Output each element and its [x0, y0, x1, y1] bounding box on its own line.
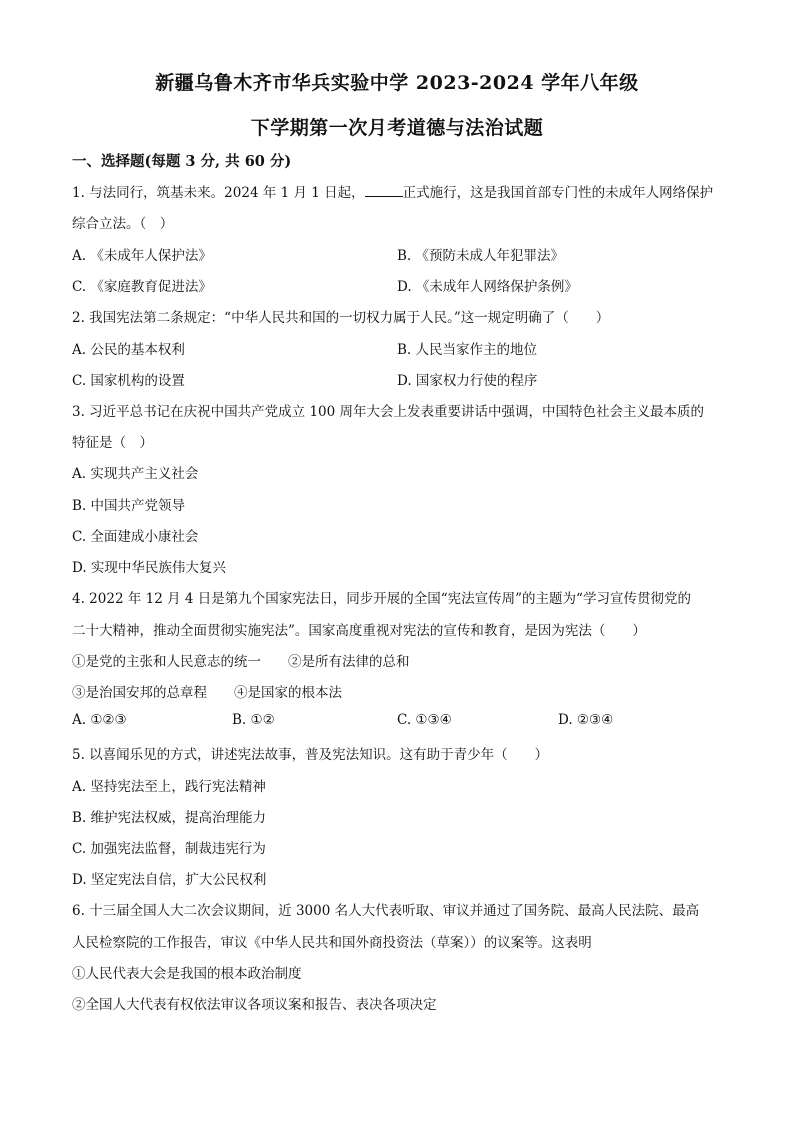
question-4-stem-line2: 二十大精神，推动全面贯彻实施宪法”。国家高度重视对宪法的宣传和教育，是因为宪法（ ） — [72, 623, 646, 639]
question-4-option-c: C. ①③④ — [397, 712, 452, 728]
question-1-stem-part1: 1. 与法同行，筑基未来。2024 年 1 月 1 日起， — [72, 185, 365, 201]
section-heading: 一、选择题(每题 3 分, 共 60 分) — [72, 153, 292, 170]
question-3-option-a: A. 实现共产主义社会 — [72, 466, 199, 482]
question-2-option-c: C. 国家机构的设置 — [72, 373, 185, 389]
question-3-option-c: C. 全面建成小康社会 — [72, 529, 199, 545]
question-1-stem-part2: 正式施行，这是我国首部专门性的未成年人网络保护 — [402, 185, 714, 201]
answer-blank — [365, 184, 403, 197]
question-3-option-d: D. 实现中华民族伟大复兴 — [72, 560, 226, 576]
question-5-option-a: A. 坚持宪法至上，践行宪法精神 — [72, 779, 266, 795]
exam-title-line1: 新疆乌鲁木齐市华兵实验中学 2023-2024 学年八年级 — [155, 72, 639, 94]
question-2-option-a: A. 公民的基本权利 — [72, 342, 185, 358]
question-2-option-b: B. 人民当家作主的地位 — [397, 342, 538, 358]
question-1-stem — [72, 181, 713, 201]
question-1-option-a: A. 《未成年人保护法》 — [72, 248, 212, 264]
question-4-option-b: B. ①② — [232, 712, 275, 728]
question-4-stem-line1: 4. 2022 年 12 月 4 日是第九个国家宪法日，同步开展的全国“宪法宣传周”的主题为“学习宣传贯彻党的 — [72, 591, 691, 607]
question-6-statement-1: ①人民代表大会是我国的根本政治制度 — [72, 966, 302, 982]
question-2-option-d: D. 国家权力行使的程序 — [397, 373, 538, 389]
question-3-option-b: B. 中国共产党领导 — [72, 498, 186, 514]
question-1-option-b: B. 《预防未成人年犯罪法》 — [397, 248, 565, 264]
question-4-statements-line2: ③是治国安邦的总章程 ④是国家的根本法 — [72, 685, 342, 701]
question-6-statement-2: ②全国人大代表有权依法审议各项议案和报告、表决各项决定 — [72, 997, 437, 1013]
question-1-option-c: C. 《家庭教育促进法》 — [72, 279, 212, 295]
question-3-stem-line1: 3. 习近平总书记在庆祝中国共产党成立 100 周年大会上发表重要讲话中强调，中国特色社会主义最本质的 — [72, 404, 705, 420]
question-1-option-d: D. 《未成年人网络保护条例》 — [397, 279, 578, 295]
question-4-option-a: A. ①②③ — [72, 712, 127, 728]
question-5-option-d: D. 坚定宪法自信，扩大公民权利 — [72, 872, 267, 888]
question-2-stem: 2. 我国宪法第二条规定：“中华人民共和国的一切权力属于人民。”这一规定明确了（ ） — [72, 310, 610, 326]
question-3-stem-line2: 特征是（ ） — [72, 435, 153, 451]
question-4-option-d: D. ②③④ — [558, 712, 614, 728]
question-4-statements-line1: ①是党的主张和人民意志的统一 ②是所有法律的总和 — [72, 654, 410, 670]
question-1-stem-line2: 综合立法。（ ） — [72, 216, 174, 232]
question-5-stem: 5. 以喜闻乐见的方式，讲述宪法故事，普及宪法知识。这有助于青少年（ ） — [72, 747, 549, 763]
question-5-option-c: C. 加强宪法监督，制裁违宪行为 — [72, 841, 266, 857]
exam-title-line2: 下学期第一次月考道德与法治试题 — [250, 117, 544, 139]
question-5-option-b: B. 维护宪法权威，提高治理能力 — [72, 810, 267, 826]
question-6-stem-line1: 6. 十三届全国人大二次会议期间，近 3000 名人大代表听取、审议并通过了国务院、最高人民法院、最高 — [72, 903, 700, 919]
question-6-stem-line2: 人民检察院的工作报告，审议《中华人民共和国外商投资法（草案））的议案等。这表明 — [72, 935, 592, 951]
